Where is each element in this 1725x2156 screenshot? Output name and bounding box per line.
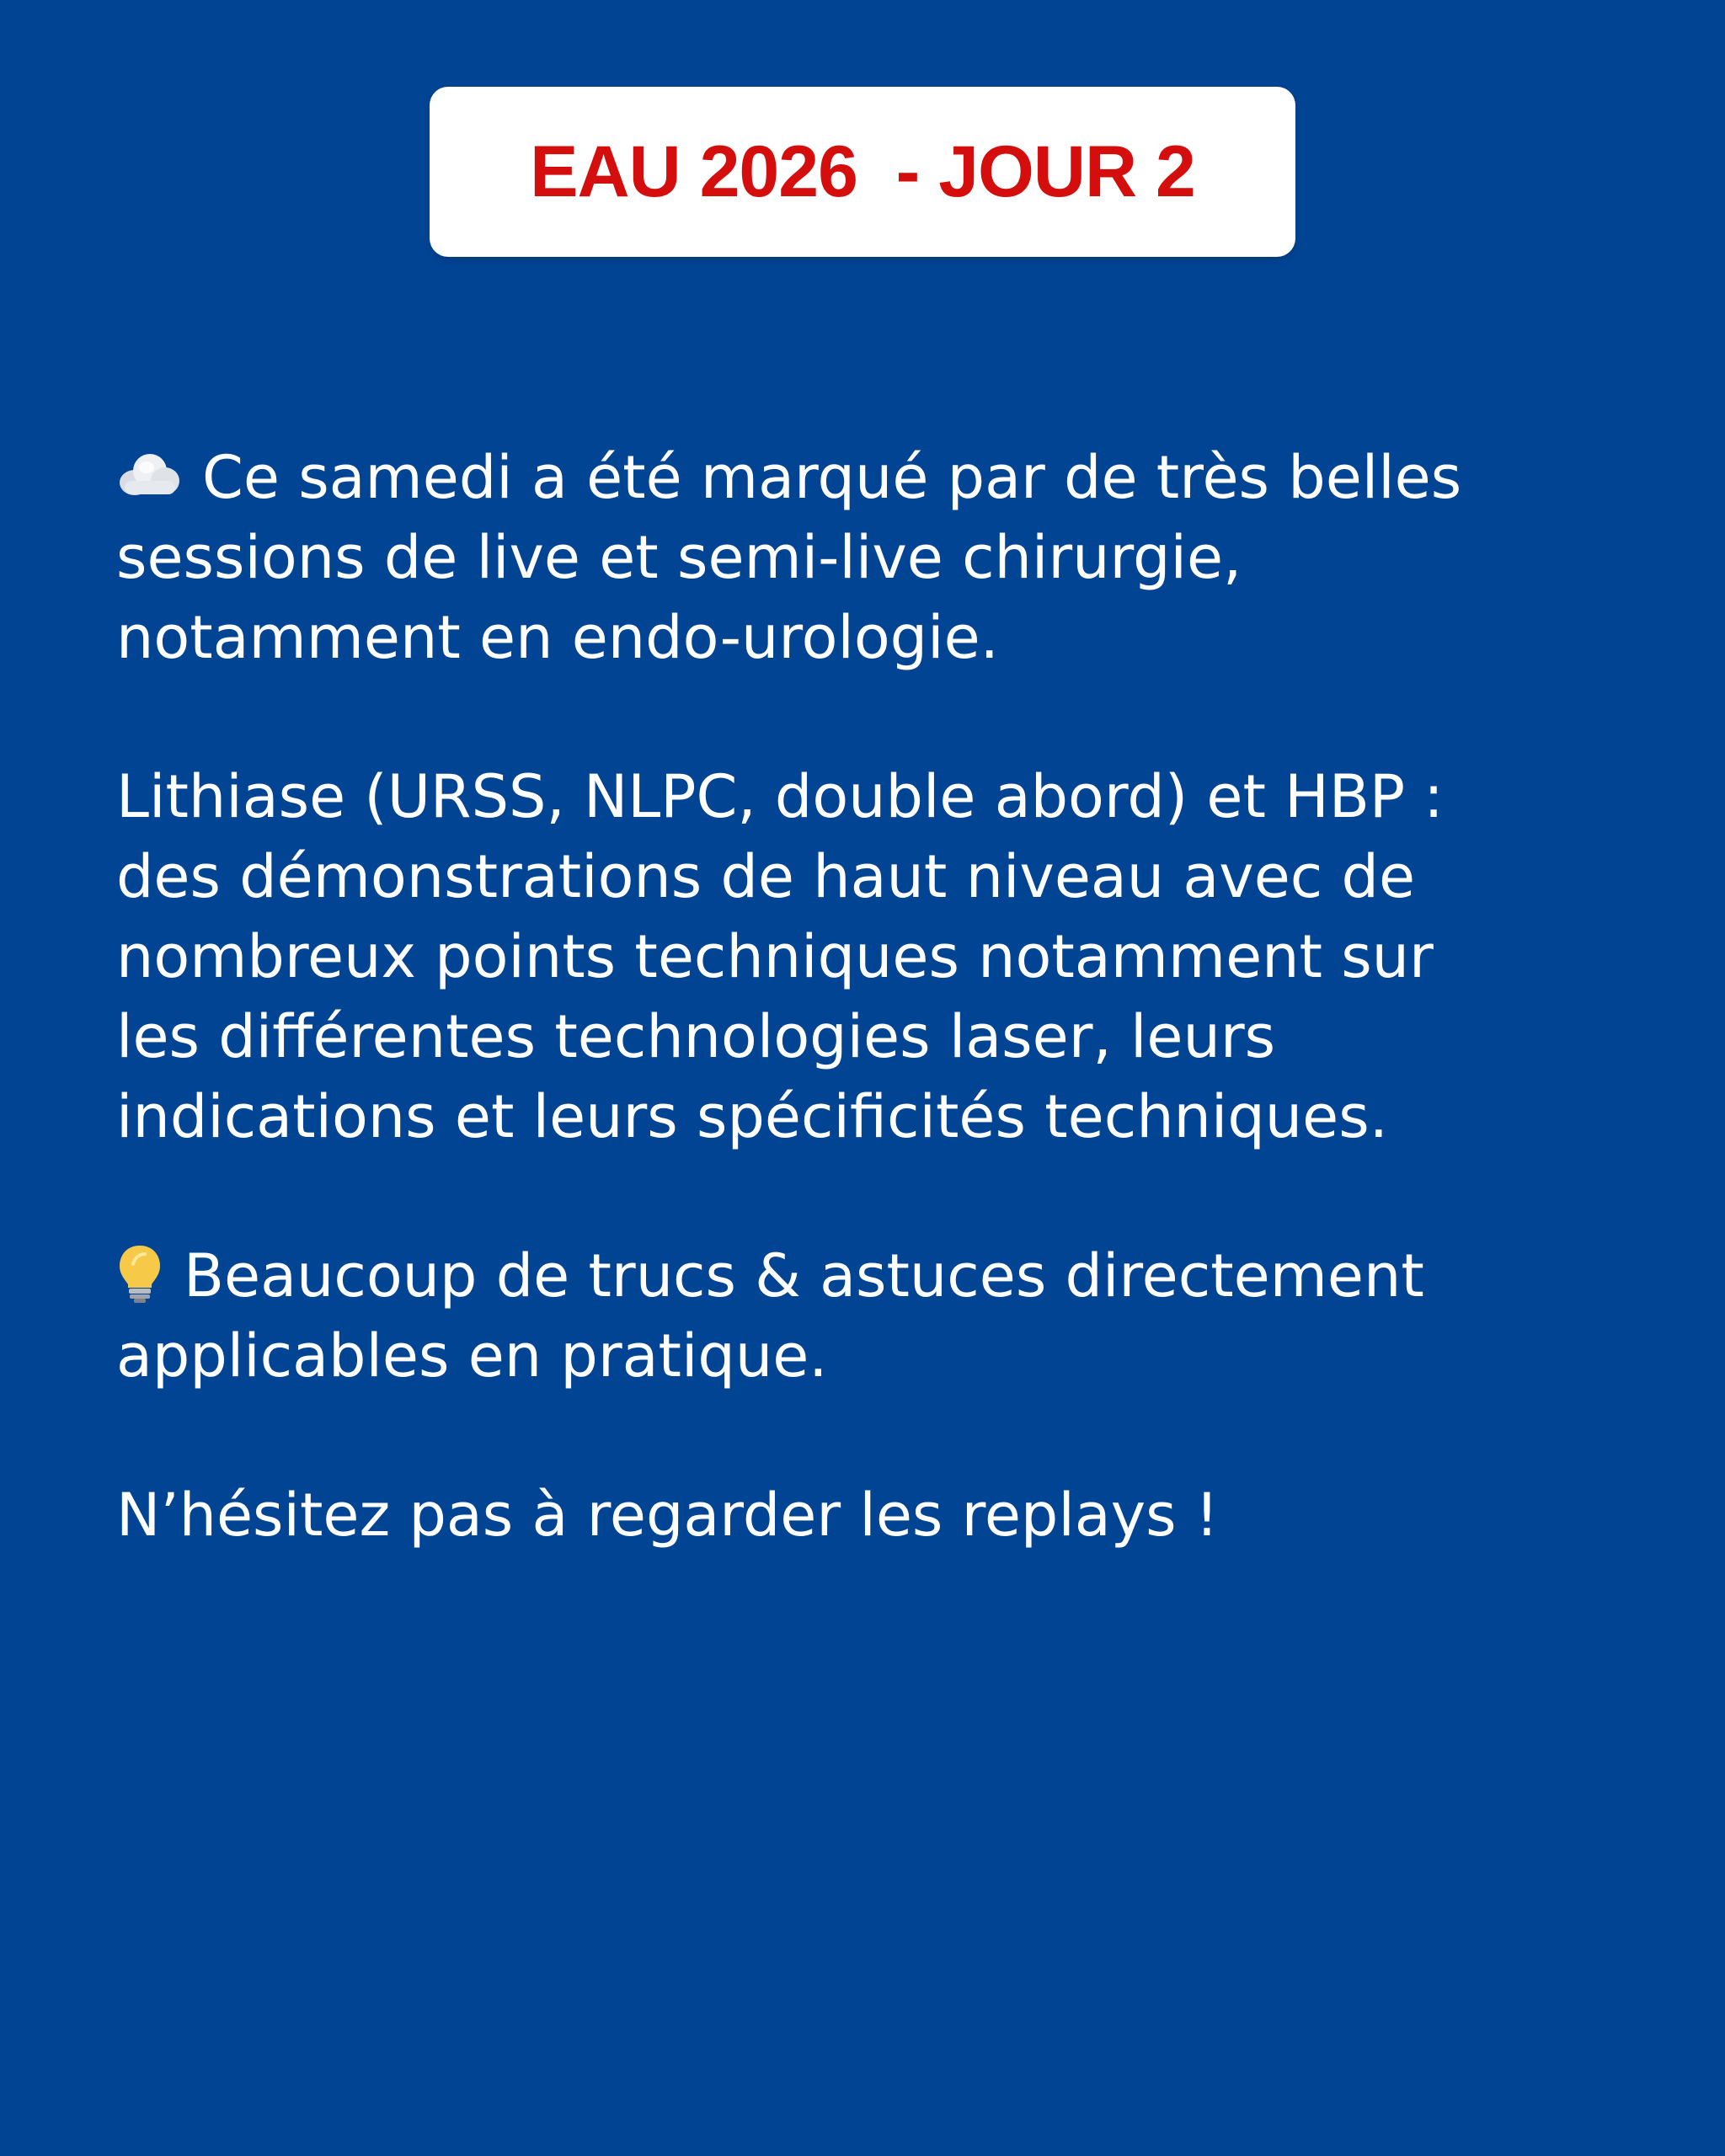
post-content — [116, 438, 1616, 1635]
lightbulb-icon — [116, 1242, 163, 1305]
title-card — [430, 87, 1295, 257]
paragraph-2: Lithiase (URSS, NLPC, double abord) et HBP : des démonstrations de haut niveau avec de nombreux points techniques notamment sur les différentes technologies laser, leurs indications et leurs spécificités techniques. — [116, 762, 1444, 1151]
page-title: EAU 2026 - JOUR 2 — [530, 131, 1195, 212]
paragraph-3-text: Beaucoup de trucs & astuces directement applicables en pratique. — [116, 1241, 1424, 1390]
paragraph-3 — [116, 1236, 1616, 1396]
cloud-icon — [116, 449, 182, 501]
paragraph-1 — [116, 438, 1616, 678]
paragraph-4: N’hésitez pas à regarder les replays ! — [116, 1481, 1219, 1550]
paragraph-1-text: Ce samedi a été marqué par de très belles sessions de live et semi-live chirurgie, notamment en endo-urologie. — [116, 443, 1462, 672]
